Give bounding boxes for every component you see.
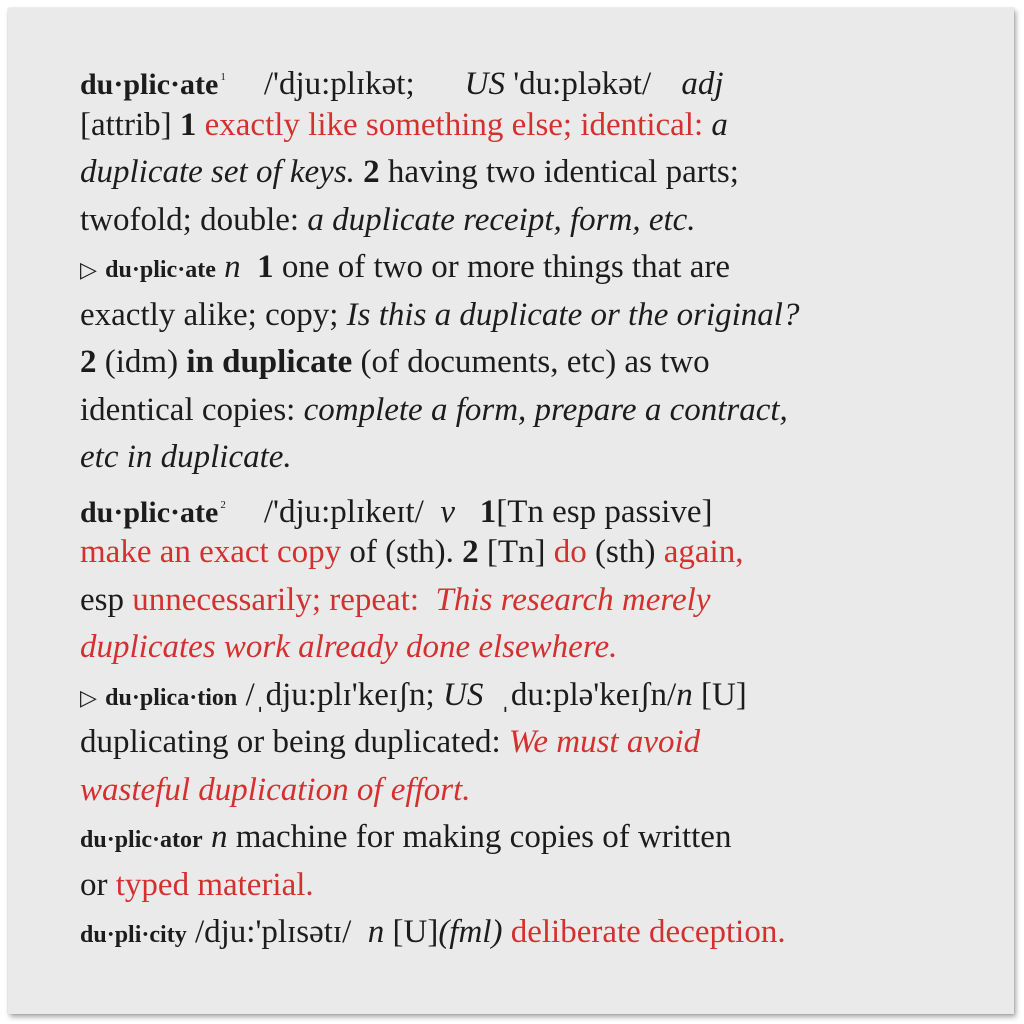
derivative-marker-icon: ▷ (80, 257, 97, 282)
example: a duplicate receipt, form, etc. (307, 201, 696, 238)
entry-line (80, 54, 980, 102)
headword: du·plic·ate (80, 68, 219, 101)
grammar-code: [Tn esp passive] (496, 493, 713, 530)
definition: exactly like something else; identical: (204, 106, 704, 143)
headword: du·plic·ator (80, 827, 203, 853)
pronunciation: /ˌdju:plɪ'keɪʃn; (245, 676, 435, 713)
sense-number: 2 (363, 154, 380, 190)
definition: again, (663, 534, 744, 570)
pronunciation: /'dju:plɪkeɪt/ (263, 493, 424, 530)
grammar-code: [Tn] (486, 534, 546, 570)
dictionary-entry (80, 54, 980, 957)
pronunciation-us: ˌdu:plə'keɪʃn/ (499, 676, 677, 713)
dictionary-card (8, 8, 1014, 1014)
us-label: US (442, 676, 484, 713)
entry-line (80, 482, 980, 530)
example: wasteful duplication of effort. (80, 771, 471, 808)
entry-line (80, 719, 980, 767)
derivative-headword: du·plic·ate (105, 257, 216, 283)
definition: exactly alike; copy; (80, 296, 339, 333)
part-of-speech: n (676, 676, 693, 713)
definition: or (80, 866, 108, 903)
part-of-speech: adj (681, 66, 724, 102)
entry-line (80, 149, 980, 197)
grammar-code: [U] (700, 676, 747, 713)
us-label: US (464, 66, 505, 102)
part-of-speech: n (210, 819, 228, 855)
entry-line (80, 624, 980, 672)
definition: duplicating or being duplicated: (80, 724, 501, 760)
label: (idm) (104, 344, 179, 380)
sense-number: 1 (179, 106, 197, 143)
example: duplicate set of keys. (80, 154, 355, 190)
homograph-number: 1 (220, 71, 226, 83)
example: duplicates work already done elsewhere. (80, 629, 618, 665)
derivative-marker-icon: ▷ (80, 684, 97, 710)
definition: (of documents, etc) as two (360, 344, 710, 380)
headword: du·pli·city (80, 922, 187, 948)
example: This research merely (435, 581, 711, 618)
grammar-code: [attrib] (80, 106, 172, 143)
definition: identical copies: (80, 391, 296, 428)
example: Is this a duplicate or the original? (346, 296, 800, 333)
entry-line (80, 862, 980, 910)
pronunciation-us: 'du:pləkət/ (513, 66, 652, 102)
entry-line (80, 909, 980, 957)
definition: do (553, 534, 587, 570)
pronunciation: /dju:'plɪsətɪ/ (194, 914, 352, 950)
example: complete a form, prepare a contract, (303, 391, 788, 428)
entry-line (80, 672, 980, 720)
entry-line (80, 529, 980, 577)
definition: machine for making copies of written (235, 819, 732, 855)
pronunciation: /'dju:plɪkət; (263, 66, 415, 102)
label: (fml) (438, 914, 503, 950)
entry-line (80, 434, 980, 482)
sense-number: 2 (80, 344, 97, 380)
sense-number: 1 (479, 493, 497, 530)
part-of-speech: v (440, 493, 455, 530)
entry-line (80, 197, 980, 245)
headword: du·plic·ate (80, 495, 219, 529)
definition: deliberate deception. (510, 914, 786, 950)
definition: having two identical parts; (387, 154, 739, 190)
entry-line (80, 814, 980, 862)
part-of-speech: n (224, 249, 241, 285)
definition-rest: esp (80, 581, 124, 618)
sense-number: 1 (257, 249, 274, 285)
entry-line (80, 387, 980, 435)
entry-line (80, 102, 980, 150)
sense-number: 2 (462, 534, 479, 570)
example: We must avoid (508, 724, 701, 760)
definition-rest: (sth) (595, 534, 656, 570)
example: etc in duplicate. (80, 439, 292, 475)
definition: typed material. (115, 866, 314, 903)
homograph-number: 2 (220, 498, 226, 511)
entry-line (80, 767, 980, 815)
definition: twofold; double: (80, 201, 300, 238)
definition: one of two or more things that are (281, 249, 730, 285)
grammar-code: [U] (392, 914, 439, 950)
derivative-headword: du·plica·tion (105, 684, 238, 711)
entry-line (80, 339, 980, 387)
entry-line (80, 244, 980, 292)
entry-line (80, 577, 980, 625)
definition: unnecessarily; repeat: (132, 581, 420, 618)
definition: make an exact copy (80, 534, 342, 570)
idiom: in duplicate (186, 344, 353, 380)
definition-rest: of (sth). (349, 534, 454, 570)
entry-line (80, 292, 980, 340)
part-of-speech: n (367, 914, 385, 950)
example: a (711, 106, 728, 143)
